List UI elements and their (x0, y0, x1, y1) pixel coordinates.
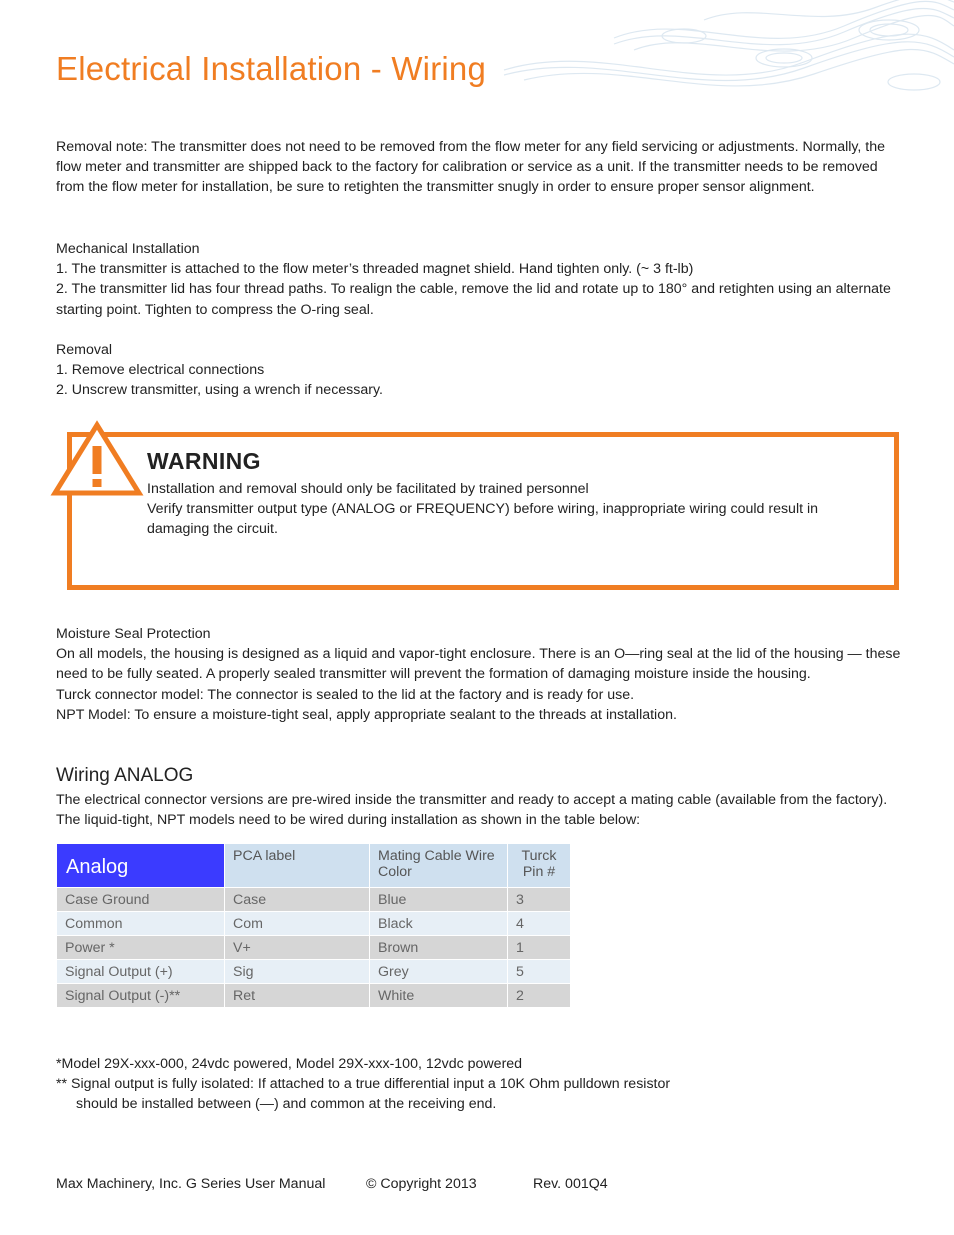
moisture-paragraph: On all models, the housing is designed as a liquid and vapor-tight enclosure. There is an O—ring seal at the lid of the housing — these need to be fully seated. A properly sealed transmitter will prevent the formation of damaging moisture inside the housing. (56, 646, 901, 683)
removal-section (56, 340, 901, 401)
table-cell: Signal Output (+) (57, 960, 225, 984)
table-cell: Blue (370, 888, 508, 912)
table-cell: Power * (57, 936, 225, 960)
table-cell: Grey (370, 960, 508, 984)
table-row (57, 912, 571, 936)
wiring-heading: Wiring ANALOG (56, 765, 194, 786)
warning-title: WARNING (147, 448, 261, 474)
table-cell: V+ (225, 936, 370, 960)
table-cell: Signal Output (-)** (57, 984, 225, 1008)
table-row (57, 888, 571, 912)
mechanical-heading: Mechanical Installation (56, 241, 200, 257)
footnote: *Model 29X-xxx-000, 24vdc powered, Model 29X-xxx-100, 12vdc powered (56, 1056, 523, 1072)
warning-text (147, 479, 867, 540)
table-cell: Com (225, 912, 370, 936)
table-row (57, 960, 571, 984)
table-header-wire-color: Mating Cable Wire Color (370, 844, 508, 888)
footnote: should be installed between (—) and common at the receiving end. (76, 1096, 497, 1113)
removal-heading: Removal (56, 342, 112, 358)
table-cell: Case (225, 888, 370, 912)
table-header-turck-pin: Turck Pin # (508, 844, 571, 888)
moisture-seal-section (56, 624, 901, 725)
warning-line: Verify transmitter output type (ANALOG or FREQUENCY) before wiring, inappropriate wiring could result in damaging the circuit. (147, 501, 819, 538)
table-cell: Common (57, 912, 225, 936)
table-cell: 2 (508, 984, 571, 1008)
warning-line: Installation and removal should only be facilitated by trained personnel (147, 481, 589, 497)
page-title: Electrical Installation - Wiring (56, 50, 487, 87)
table-cell: White (370, 984, 508, 1008)
table-cell: Case Ground (57, 888, 225, 912)
removal-item: 1. Remove electrical connections (56, 362, 265, 379)
footer-manual: Max Machinery, Inc. G Series User Manual (56, 1176, 326, 1192)
mechanical-installation-section (56, 239, 901, 320)
wiring-intro (56, 790, 901, 830)
wiring-intro-text: The electrical connector versions are pre-wired inside the transmitter and ready to accept a mating cable (available from the factory). The liquid-tight, NPT models need to be wired during installation as shown in the table below: (56, 792, 888, 829)
moisture-paragraph: Turck connector model: The connector is sealed to the lid at the factory and is ready for use. (56, 686, 635, 703)
moisture-paragraph: NPT Model: To ensure a moisture-tight seal, apply appropriate sealant to the threads at installation. (56, 706, 677, 723)
mechanical-item: 1. The transmitter is attached to the flow meter’s threaded magnet shield. Hand tighten only. (~ 3 ft-lb) (56, 261, 694, 278)
table-cell: Ret (225, 984, 370, 1008)
removal-item: 2. Unscrew transmitter, using a wrench if necessary. (56, 382, 383, 399)
footer-copyright: © Copyright 2013 (366, 1176, 477, 1192)
mechanical-item: 2. The transmitter lid has four thread paths. To realign the cable, remove the lid and rotate up to 180° and retighten using an alternate starting point. Tighten to compress the O-ring seal. (56, 281, 891, 318)
table-cell: Black (370, 912, 508, 936)
table-header-analog: Analog (57, 844, 225, 888)
moisture-heading: Moisture Seal Protection (56, 626, 211, 642)
footnote: ** Signal output is fully isolated: If attached to a true differential input a 10K Ohm pulldown resistor (56, 1076, 671, 1093)
warning-triangle-icon (50, 420, 144, 498)
table-cell: 5 (508, 960, 571, 984)
removal-note (56, 137, 901, 198)
table-header-row (57, 844, 571, 888)
footnotes (56, 1054, 901, 1115)
table-row (57, 936, 571, 960)
table-cell: 3 (508, 888, 571, 912)
table-cell: Sig (225, 960, 370, 984)
table-header-pca-label: PCA label (225, 844, 370, 888)
table-cell: 1 (508, 936, 571, 960)
table-cell: 4 (508, 912, 571, 936)
wave-pattern-decoration (484, 0, 954, 110)
removal-note-text: Removal note: The transmitter does not need to be removed from the flow meter for any field servicing or adjustments. Normally, the flow meter and transmitter are shipped back to the factory for calibration or service as a unit. If the transmitter needs to be removed from the flow meter for installation, be sure to retighten the transmitter snugly in order to ensure proper sensor alignment. (56, 139, 886, 196)
wiring-table (56, 843, 571, 1008)
table-cell: Brown (370, 936, 508, 960)
table-row (57, 984, 571, 1008)
footer-revision: Rev. 001Q4 (533, 1176, 608, 1192)
